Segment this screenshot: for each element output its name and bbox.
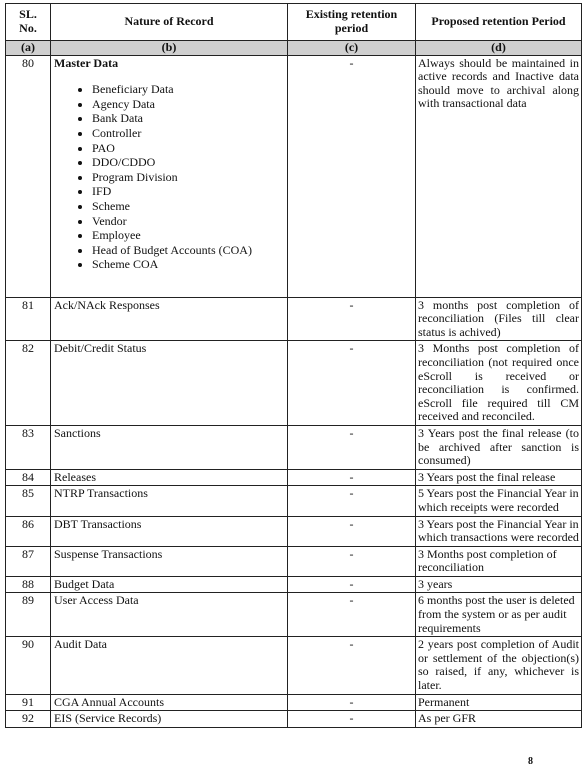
sl-number: 85 bbox=[6, 486, 51, 516]
existing-retention: - bbox=[288, 711, 416, 728]
existing-retention: - bbox=[288, 576, 416, 593]
table-row bbox=[6, 711, 582, 728]
table-row bbox=[6, 546, 582, 576]
nature-of-record: Releases bbox=[51, 469, 288, 486]
proposed-retention: Always should be maintained in active records and Inactive data should move to archival along with transactional data bbox=[416, 55, 582, 297]
existing-retention: - bbox=[288, 516, 416, 546]
existing-retention: - bbox=[288, 297, 416, 341]
nature-of-record: Audit Data bbox=[51, 637, 288, 694]
column-letter-a: (a) bbox=[6, 41, 51, 56]
page-number: 8 bbox=[528, 756, 533, 767]
master-data-list bbox=[54, 82, 284, 272]
list-item: • Beneficiary Data bbox=[92, 82, 284, 97]
proposed-retention: 3 Years post the final release bbox=[416, 469, 582, 486]
header-row bbox=[6, 4, 582, 41]
proposed-retention: 3 Months post completion of reconciliation (not required once eScroll is received or reconciliation is confirmed. eScroll file required till CM received and reconciled. bbox=[416, 341, 582, 426]
header-proposed-retention: Proposed retention Period bbox=[416, 4, 582, 41]
list-item: • Controller bbox=[92, 126, 284, 141]
existing-retention: - bbox=[288, 486, 416, 516]
list-item: • DDO/CDDO bbox=[92, 155, 284, 170]
proposed-retention: 2 years post completion of Audit or settlement of the objection(s) so raised, if any, whichever is later. bbox=[416, 637, 582, 694]
existing-retention: - bbox=[288, 425, 416, 469]
list-item: • IFD bbox=[92, 184, 284, 199]
header-sl-no: SL. No. bbox=[6, 4, 51, 41]
table-row bbox=[6, 55, 582, 297]
column-letters-row bbox=[6, 41, 582, 56]
proposed-retention: 6 months post the user is deleted from the system or as per audit requirements bbox=[416, 593, 582, 637]
proposed-retention: 3 Months post completion of reconciliation bbox=[416, 546, 582, 576]
sl-number: 88 bbox=[6, 576, 51, 593]
sl-number: 87 bbox=[6, 546, 51, 576]
sl-number: 80 bbox=[6, 55, 51, 297]
column-letter-b: (b) bbox=[51, 41, 288, 56]
table-row bbox=[6, 469, 582, 486]
nature-of-record: Budget Data bbox=[51, 576, 288, 593]
nature-of-record: User Access Data bbox=[51, 593, 288, 637]
table-row bbox=[6, 637, 582, 694]
proposed-retention: 3 months post completion of reconciliation (Files till clear status is achived) bbox=[416, 297, 582, 341]
sl-number: 91 bbox=[6, 694, 51, 711]
sl-number: 89 bbox=[6, 593, 51, 637]
table-row bbox=[6, 516, 582, 546]
list-item: • Head of Budget Accounts (COA) bbox=[92, 243, 284, 258]
nature-of-record: Ack/NAck Responses bbox=[51, 297, 288, 341]
retention-table bbox=[5, 3, 582, 728]
nature-of-record: Sanctions bbox=[51, 425, 288, 469]
header-nature-of-record: Nature of Record bbox=[51, 4, 288, 41]
table-row bbox=[6, 297, 582, 341]
sl-number: 92 bbox=[6, 711, 51, 728]
nature-of-record bbox=[51, 55, 288, 297]
list-item: • Vendor bbox=[92, 214, 284, 229]
nature-of-record: Suspense Transactions bbox=[51, 546, 288, 576]
sl-number: 86 bbox=[6, 516, 51, 546]
nature-of-record: EIS (Service Records) bbox=[51, 711, 288, 728]
proposed-retention: 3 Years post the Financial Year in which transactions were recorded bbox=[416, 516, 582, 546]
proposed-retention: 5 Years post the Financial Year in which receipts were recorded bbox=[416, 486, 582, 516]
column-letter-d: (d) bbox=[416, 41, 582, 56]
list-item: • Scheme COA bbox=[92, 257, 284, 272]
table-row bbox=[6, 576, 582, 593]
proposed-retention: Permanent bbox=[416, 694, 582, 711]
table-row bbox=[6, 593, 582, 637]
proposed-retention: As per GFR bbox=[416, 711, 582, 728]
existing-retention: - bbox=[288, 341, 416, 426]
proposed-retention: 3 years bbox=[416, 576, 582, 593]
existing-retention: - bbox=[288, 637, 416, 694]
table-row bbox=[6, 486, 582, 516]
list-item: • Agency Data bbox=[92, 97, 284, 112]
list-item: • Scheme bbox=[92, 199, 284, 214]
table-row bbox=[6, 341, 582, 426]
sl-number: 83 bbox=[6, 425, 51, 469]
header-existing-retention: Existing retention period bbox=[288, 4, 416, 41]
proposed-retention: 3 Years post the final release (to be archived after sanction is consumed) bbox=[416, 425, 582, 469]
existing-retention: - bbox=[288, 694, 416, 711]
existing-retention: - bbox=[288, 546, 416, 576]
nature-of-record: DBT Transactions bbox=[51, 516, 288, 546]
master-data-title: Master Data bbox=[54, 55, 119, 70]
list-item: • Program Division bbox=[92, 170, 284, 185]
nature-of-record: NTRP Transactions bbox=[51, 486, 288, 516]
existing-retention: - bbox=[288, 593, 416, 637]
table-row bbox=[6, 694, 582, 711]
sl-number: 81 bbox=[6, 297, 51, 341]
list-item: • Employee bbox=[92, 228, 284, 243]
table-row bbox=[6, 425, 582, 469]
list-item: • Bank Data bbox=[92, 111, 284, 126]
list-item: • PAO bbox=[92, 141, 284, 156]
existing-retention: - bbox=[288, 469, 416, 486]
column-letter-c: (c) bbox=[288, 41, 416, 56]
sl-number: 90 bbox=[6, 637, 51, 694]
sl-number: 82 bbox=[6, 341, 51, 426]
nature-of-record: CGA Annual Accounts bbox=[51, 694, 288, 711]
nature-of-record: Debit/Credit Status bbox=[51, 341, 288, 426]
sl-number: 84 bbox=[6, 469, 51, 486]
existing-retention: - bbox=[288, 55, 416, 297]
